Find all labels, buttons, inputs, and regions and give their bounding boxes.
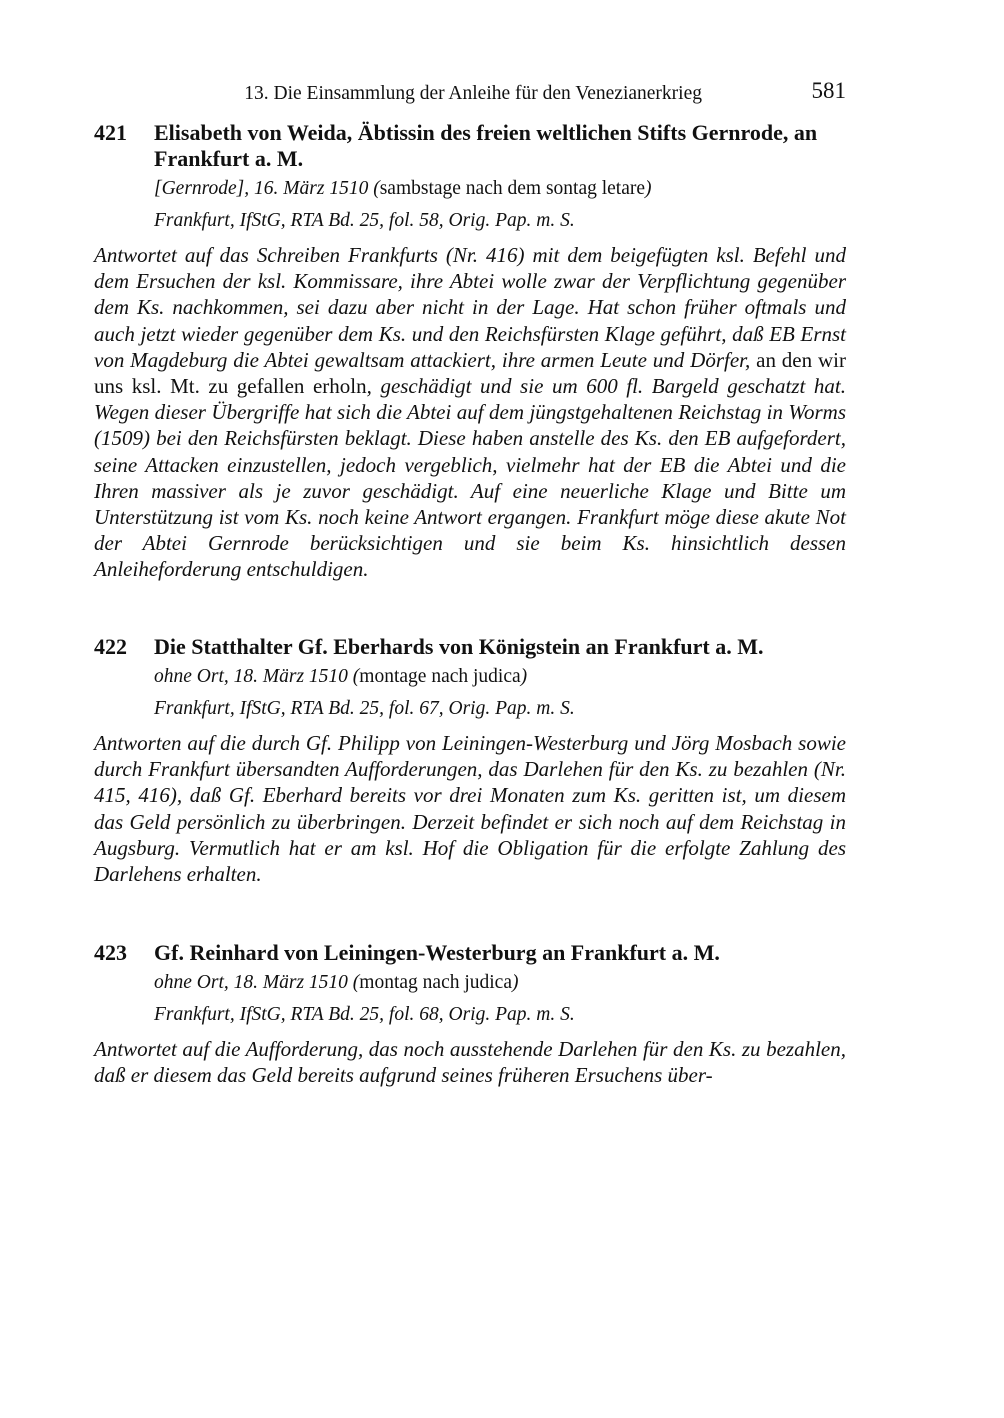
running-head <box>94 78 846 108</box>
entry-summary: Antwortet auf das Schreiben Frankfurts (Nr. 416) mit dem beigefügten ksl. Befehl und dem Ersuchen der ksl. Kommissare, ihre Abtei wolle zwar der Verpflichtung gegenüber dem Ks. nachkommen, sei dazu aber nicht in der Lage. Hat schon früher oftmals und auch jetzt wieder gegenüber dem Ks. und den Reichsfürsten Klage geführt, daß EB Ernst von Magdeburg die Abtei gewaltsam attackiert, ihre armen Leute und Dörfer, an den wir uns ksl. Mt. zu gefallen erholn, geschädigt und sie um 600 fl. Bargeld geschatzt hat. Wegen dieser Übergriffe hat sich die Abtei auf dem jüngstgehaltenen Reichstag in Worms (1509) bei den Reichsfürsten beklagt. Diese haben anstelle des Ks. den EB aufgefordert, seine Attacken einzustellen, jedoch vergeblich, vielmehr hat der EB die Abtei und die Ihren massiver als je zuvor geschädigt. Auf eine neuerliche Klage und Bitte um Unterstützung ist vom Ks. noch keine Antwort ergangen. Frankfurt möge diese akute Not der Abtei Gernrode berücksichtigen und sie beim Ks. hinsichtlich dessen Anleiheforderung entschuldigen. <box>94 243 846 582</box>
quoted-text: an den wir uns ksl. Mt. zu gefallen erholn <box>94 347 846 399</box>
entry-date: [Gernrode], 16. März 1510 (sambstage nach dem sontag letare) <box>154 178 652 199</box>
entry-421 <box>94 120 846 583</box>
entry-title: Gf. Reinhard von Leiningen-Westerburg an Frankfurt a. M. <box>154 940 720 965</box>
entry-number: 422 <box>94 634 127 659</box>
page-number: 581 <box>811 78 846 103</box>
entry-date: ohne Ort, 18. März 1510 (montage nach judica) <box>154 666 528 687</box>
entry-summary: Antwortet auf die Aufforderung, das noch ausstehende Darlehen für den Ks. zu bezahlen, daß er diesem das Geld bereits aufgrund seines früheren Ersuchens über- <box>94 1037 846 1088</box>
entry-number: 423 <box>94 940 127 965</box>
entry-source: Frankfurt, IfStG, RTA Bd. 25, fol. 67, Orig. Pap. m. S. <box>154 698 575 719</box>
entry-heading <box>94 634 846 660</box>
entry-date: ohne Ort, 18. März 1510 (montag nach judica) <box>154 972 519 993</box>
entry-title: Die Statthalter Gf. Eberhards von Königstein an Frankfurt a. M. <box>154 634 764 659</box>
entry-number: 421 <box>94 120 127 145</box>
entry-source: Frankfurt, IfStG, RTA Bd. 25, fol. 58, Orig. Pap. m. S. <box>154 210 575 231</box>
entry-title: Elisabeth von Weida, Äbtissin des freien weltlichen Stifts Gernrode, an Frankfurt a. M. <box>154 120 818 171</box>
entry-summary: Antworten auf die durch Gf. Philipp von Leiningen-Westerburg und Jörg Mosbach sowie durch Frankfurt übersandten Aufforderungen, das Darlehen für den Ks. zu bezahlen (Nr. 415, 416), daß Gf. Eberhard bereits vor drei Monaten zum Ks. geritten ist, um diesem das Geld persönlich zu überbringen. Derzeit befindet er sich noch auf dem Reichstag in Augsburg. Vermutlich hat er am ksl. Hof die Obligation für die erfolgte Zahlung des Darlehens erhalten. <box>94 731 846 887</box>
entry-heading <box>94 120 846 172</box>
entry-heading <box>94 940 846 966</box>
entry-source: Frankfurt, IfStG, RTA Bd. 25, fol. 68, Orig. Pap. m. S. <box>154 1004 575 1025</box>
entry-422 <box>94 634 846 887</box>
running-head-title: 13. Die Einsammlung der Anleihe für den Venezianerkrieg <box>244 83 702 104</box>
entry-423 <box>94 940 846 1088</box>
